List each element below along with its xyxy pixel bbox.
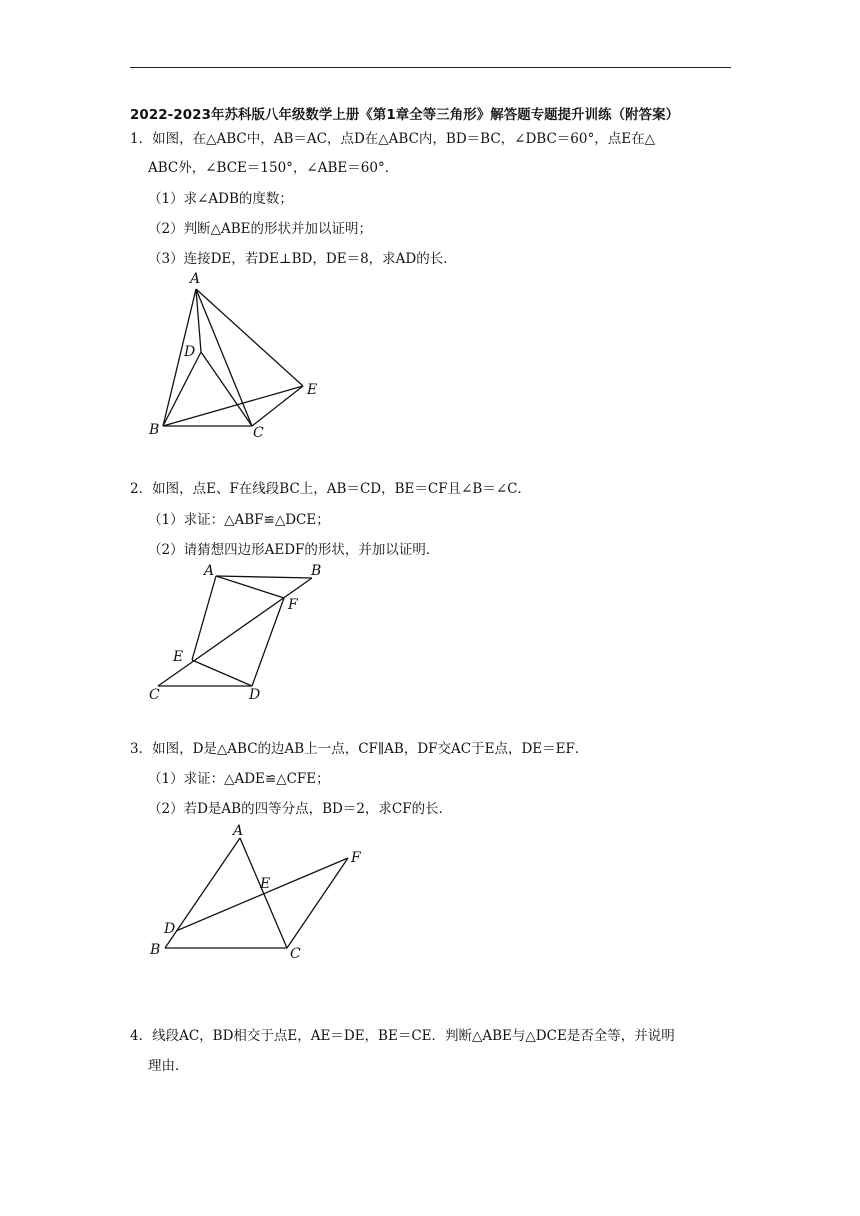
q1-part2: （2）判断△ABE的形状并加以证明；: [148, 221, 372, 237]
q1-label-C: C: [253, 425, 264, 441]
q2-part1: （1）求证：△ABF≌△DCE；: [148, 512, 330, 528]
document-title: 2022-2023年苏科版八年级数学上册《第1章全等三角形》解答题专题提升训练（附答案）: [130, 108, 680, 123]
q2-label-D: D: [249, 687, 261, 703]
q1-label-A: A: [190, 271, 201, 287]
q4-line1: 4．线段AC，BD相交于点E，AE＝DE，BE＝CE．判断△ABE与△DCE是否全等，并说明: [130, 1028, 675, 1044]
q3-line1: 3．如图，D是△ABC的边AB上一点，CF∥AB，DF交AC于E点，DE＝EF．: [130, 741, 589, 757]
q3-part2: （2）若D是AB的四等分点，BD＝2，求CF的长．: [148, 801, 453, 817]
q3-label-E: E: [260, 876, 271, 892]
q1-part1: （1）求∠ADB的度数；: [148, 191, 293, 207]
q2-part2: （2）请猜想四边形AEDF的形状，并加以证明．: [148, 542, 440, 558]
seg-AC: [240, 838, 287, 948]
q3-label-F: F: [351, 850, 361, 866]
q1-part3: （3）连接DE，若DE⊥BD，DE＝8，求AD的长．: [148, 251, 457, 267]
q3-label-D: D: [164, 921, 176, 937]
q3-label-C: C: [290, 946, 301, 962]
q1-line1: 1．如图，在△ABC中，AB＝AC，点D在△ABC内，BD＝BC，∠DBC＝60°，点E在△: [130, 131, 655, 147]
q2-label-A: A: [204, 563, 215, 579]
q1-line2: ABC外，∠BCE＝150°，∠ABE＝60°．: [148, 160, 399, 176]
q1-label-E: E: [307, 382, 318, 398]
q4-line2: 理由．: [148, 1058, 189, 1074]
q2-label-B: B: [311, 563, 322, 579]
q2-label-F: F: [288, 597, 298, 613]
q3-part1: （1）求证：△ADE≌△CFE；: [148, 771, 330, 787]
q1-label-B: B: [149, 422, 160, 438]
q3-label-B: B: [150, 942, 161, 958]
q3-segments: [165, 838, 348, 948]
q2-line1: 2．如图，点E、F在线段BC上，AB＝CD，BE＝CF且∠B＝∠C．: [130, 481, 531, 497]
q3-label-A: A: [233, 823, 244, 839]
q1-label-D: D: [184, 344, 196, 360]
q2-label-C: C: [149, 687, 160, 703]
q2-label-E: E: [173, 649, 184, 665]
